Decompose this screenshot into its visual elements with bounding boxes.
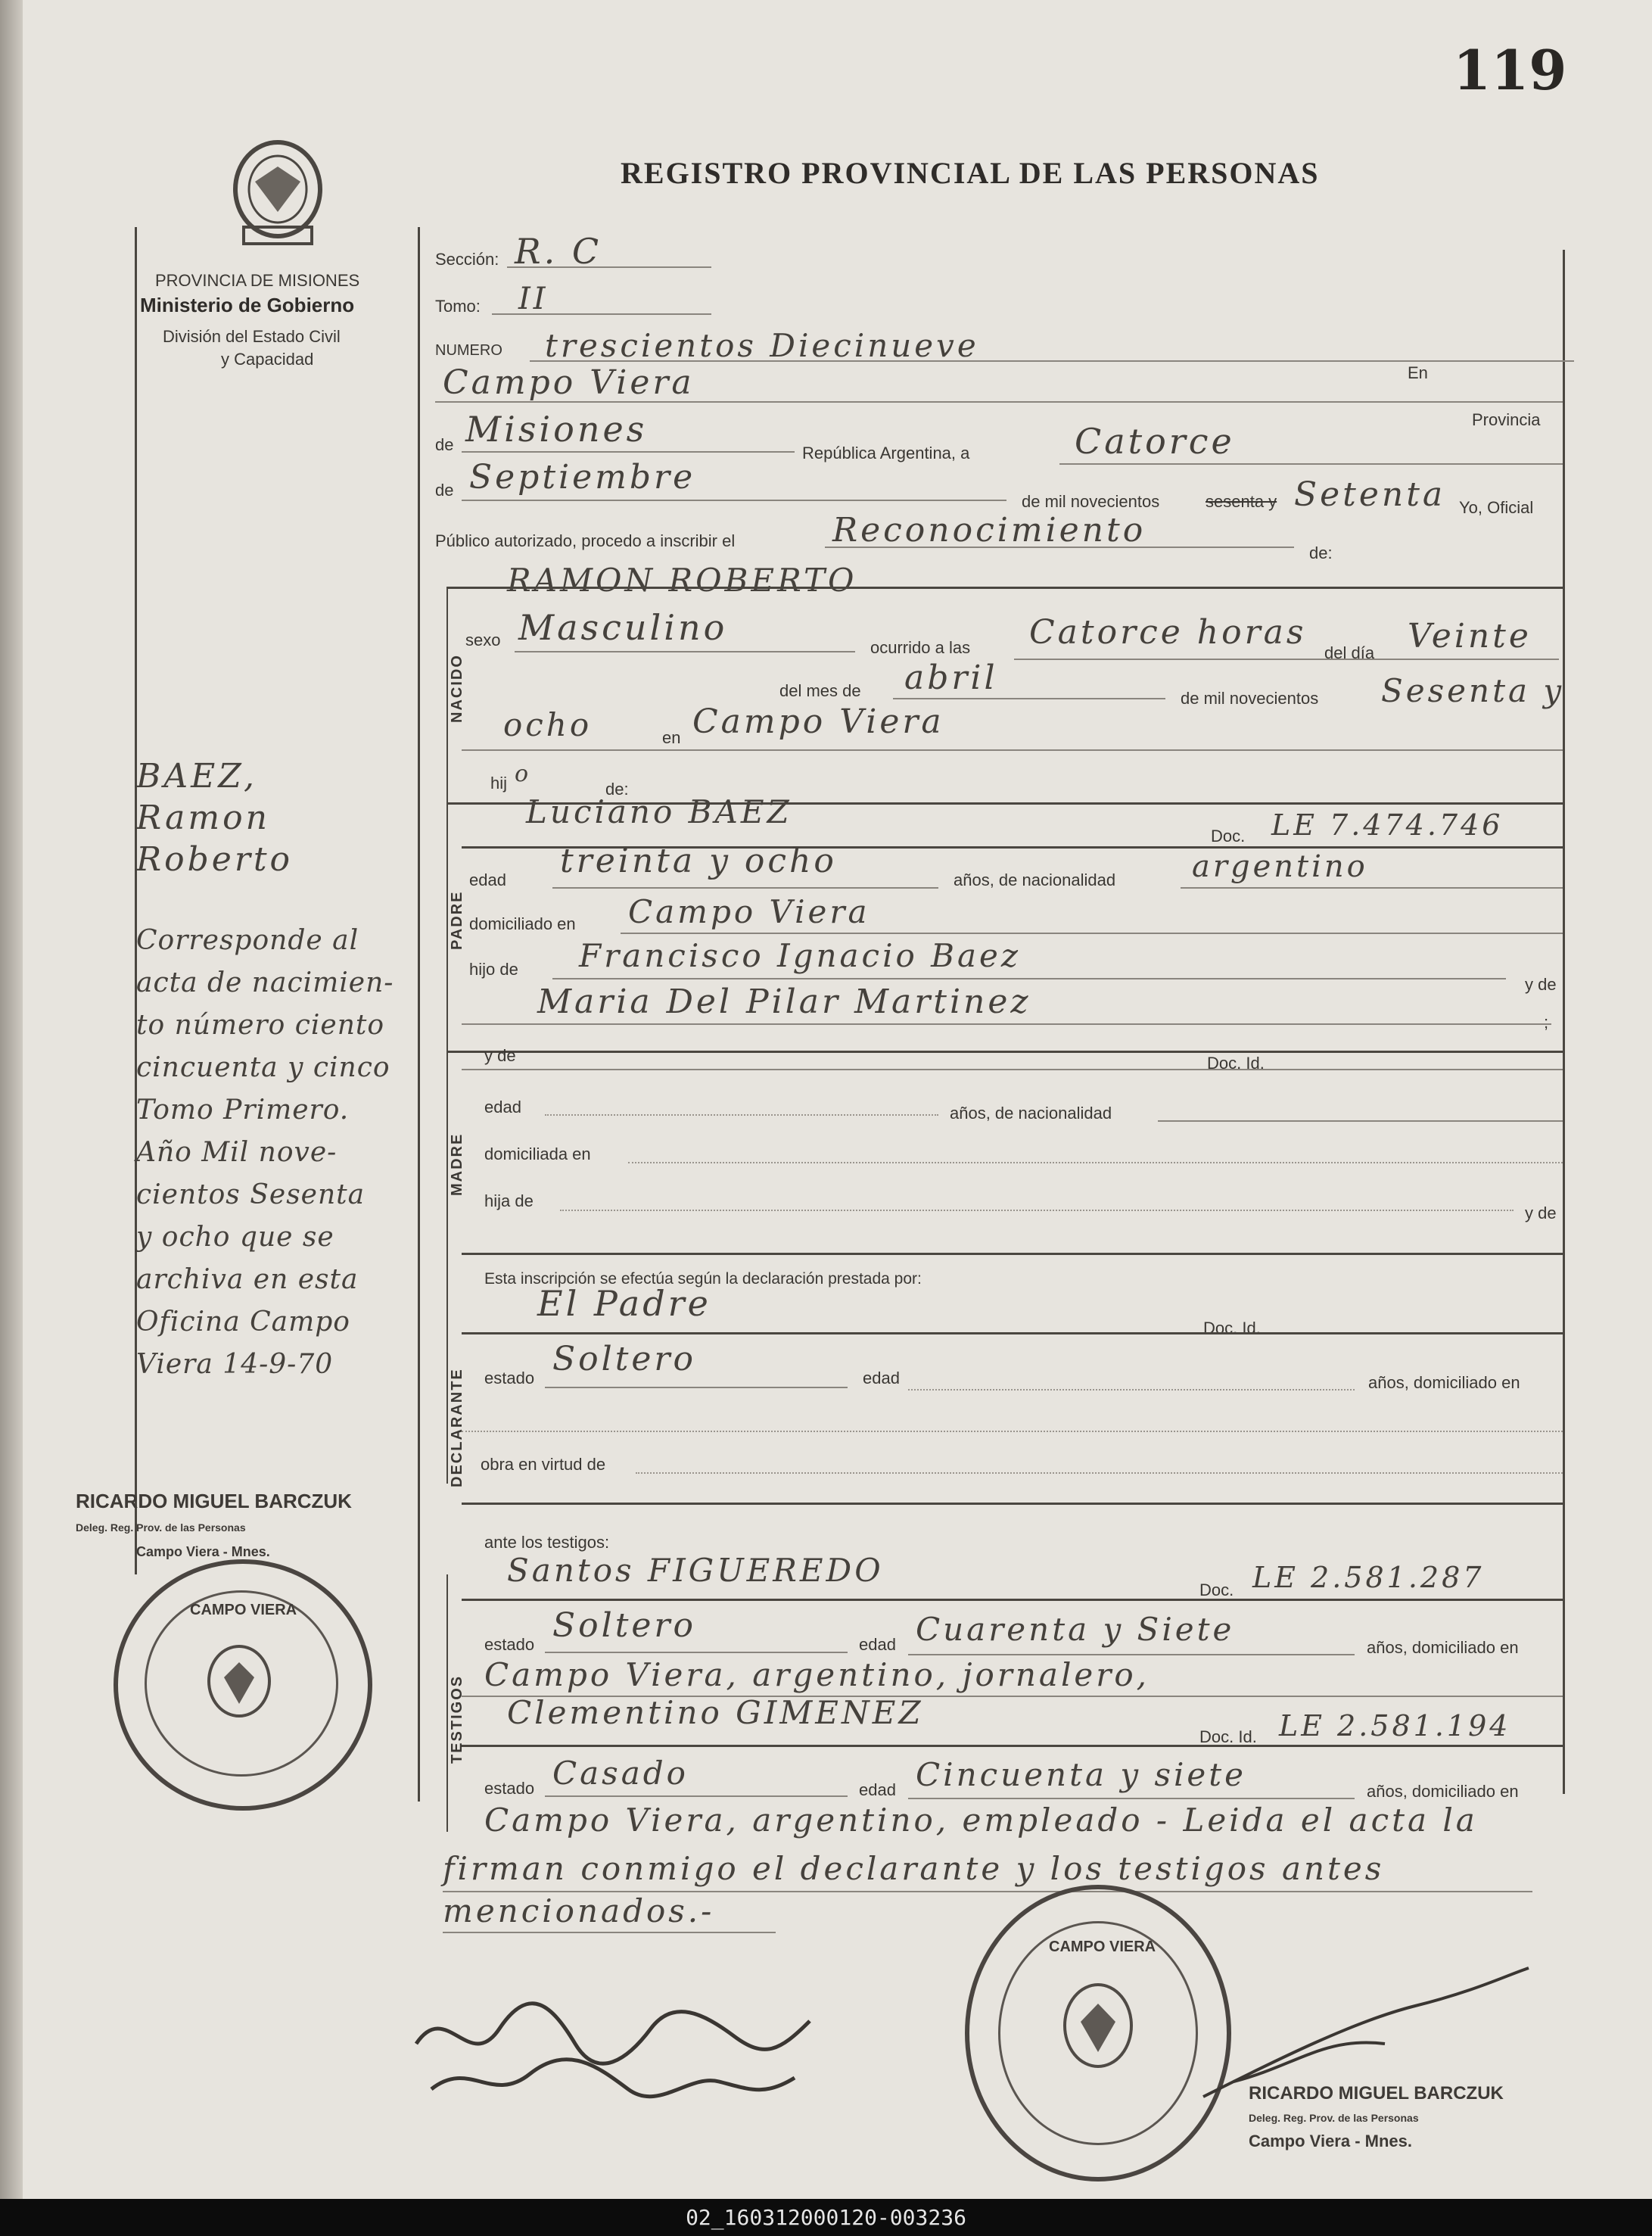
margin-note-line: y ocho que se [136,1222,334,1253]
testigo2-nombre: Clementino GIMENEZ [507,1694,924,1731]
ante-label: ante los testigos: [484,1533,610,1552]
deldia-label: del día [1324,643,1375,662]
seal-emblem-icon [201,1640,277,1723]
stamp-left-seal-text: CAMPO VIERA [190,1602,297,1618]
closing-line-2: mencionados.- [443,1892,715,1929]
testigo1-estado-label: estado [484,1635,535,1654]
padre-yde-label: y de [1525,975,1557,994]
document-page [23,0,1652,2199]
tomo-value: II [518,282,549,316]
padre-nac-label: años, de nacionalidad [954,870,1116,889]
de-label-2: de [435,481,454,500]
obra-label: obra en virtud de [481,1455,606,1474]
seccion-label: Sección: [435,250,499,269]
decl-anios-label: años, domiciliado en [1368,1373,1520,1392]
testigo2-edad-label: edad [859,1780,896,1799]
dia-value: Catorce [1075,421,1235,462]
margin-note-line: archiva en esta [136,1264,359,1295]
testigo2-doc-label: Doc. Id. [1199,1727,1257,1746]
signature-luciano-baez [401,1983,825,2104]
padre-edad: treinta y ocho [560,842,837,880]
testigo1-edad: Cuarenta y Siete [916,1611,1235,1648]
provincia-label: Provincia [1472,410,1541,429]
testigo1-doc: LE 2.581.287 [1252,1561,1485,1594]
stamp-right-place: Campo Viera - Mnes. [1249,2132,1412,2150]
ministry-label: Ministerio de Gobierno [140,294,355,316]
stamp-left-place: Campo Viera - Mnes. [136,1544,270,1559]
tomo-label: Tomo: [435,297,481,316]
stamp-left-name: RICARDO MIGUEL BARCZUK [76,1490,352,1512]
sexo-label: sexo [465,631,501,649]
padre-dom: Campo Viera [628,893,870,930]
madre-doc-label: Doc. Id. [1207,1054,1265,1073]
margin-note-line: acta de nacimien- [136,967,394,998]
province-label: PROVINCIA DE MISIONES [155,271,360,290]
nombre-value: RAMON ROBERTO [507,562,857,599]
document-id-footer: 02_160312000120-003236 [0,2199,1652,2236]
testigo1-dom: Campo Viera, argentino, jornalero, [484,1656,1150,1693]
hora-value: Catorce horas [1029,613,1307,652]
madre-yde-label: y de [484,1046,516,1065]
madre-nac-label: años, de nacionalidad [950,1104,1112,1123]
padre-nac: argentino [1192,849,1368,884]
madre-section-label: MADRE [449,1132,465,1196]
hijo-suffix: o [515,761,532,787]
stamp-left-seal [114,1559,372,1811]
nacido-section-label: NACIDO [449,654,465,723]
coat-of-arms-icon [213,129,342,254]
lugar-nac-value: Campo Viera [692,702,944,741]
en-label: En [1408,363,1428,382]
padre-semicolon: ; [1544,1013,1549,1032]
publico-label: Público autorizado, procedo a inscribir el [435,531,736,550]
seccion-value: R. C [515,231,602,272]
stamp-right-seal-text: CAMPO VIERA [1049,1939,1156,1955]
delmes-label: del mes de [779,681,861,700]
de-label-3: de: [1309,543,1333,562]
testigo2-doc: LE 2.581.194 [1279,1709,1511,1742]
declarante-value: El Padre [537,1283,711,1324]
margin-note-line: Año Mil nove- [136,1137,338,1168]
place-value: Campo Viera [443,363,695,402]
closing-line-1: firman conmigo el declarante y los testigos antes [443,1850,1385,1887]
numero-value: trescientos Diecinueve [545,327,979,364]
padre-section-label: PADRE [449,890,465,950]
stamp-right-role: Deleg. Reg. Prov. de las Personas [1249,2112,1419,2124]
testigo1-anios-label: años, domiciliado en [1367,1638,1519,1657]
stamp-left-role: Deleg. Reg. Prov. de las Personas [76,1521,246,1534]
hijo-label: hij [490,774,508,793]
declaracion-label: Esta inscripción se efectúa según la declaración prestada por: [484,1270,922,1288]
decl-doc-label: Doc. Id. [1203,1319,1261,1338]
mes-value: Septiembre [469,458,696,497]
testigo1-doc-label: Doc. [1199,1580,1234,1599]
margin-note [136,757,424,1391]
milnov2-label: de mil novecientos [1181,689,1319,708]
madre-hijade-label: hija de [484,1191,534,1210]
testigo2-dom: Campo Viera, argentino, empleado - Leida el acta la [484,1802,1478,1839]
decl-estado: Soltero [552,1340,696,1378]
signature-registrar [1188,1960,1544,2112]
stamp-right-name: RICARDO MIGUEL BARCZUK [1249,2083,1504,2104]
padre-nombre: Luciano BAEZ [526,793,792,830]
madre-yde2-label: y de [1525,1204,1557,1222]
anio-nac-value-1: Sesenta y [1381,672,1565,709]
padre-dom-label: domiciliado en [469,914,576,933]
decl-edad-label: edad [863,1369,900,1387]
book-binding [0,0,23,2199]
numero-label: NUMERO [435,342,502,359]
provincia-value: Misiones [465,409,648,450]
testigos-section-label: TESTIGOS [449,1674,465,1764]
section-label-rule [446,587,448,1484]
division-label-2: y Capacidad [221,350,314,369]
margin-note-line: Ramon [136,799,270,837]
anio-value: Setenta [1294,475,1446,514]
decl-estado-label: estado [484,1369,535,1387]
milnov-label: de mil novecientos [1022,492,1160,511]
madre-edad-label: edad [484,1098,521,1116]
right-border-rule [1563,250,1565,1794]
oficial-label: Yo, Oficial [1459,498,1534,517]
abuela-padre: Maria Del Pilar Martinez [537,983,1031,1021]
section-label-rule-2 [446,1574,448,1832]
document-title: REGISTRO PROVINCIAL DE LAS PERSONAS [621,156,1320,190]
page-number: 119 [1453,38,1567,102]
padre-hijode-label: hijo de [469,960,518,979]
abuelo-padre: Francisco Ignacio Baez [579,937,1022,974]
republica-label: República Argentina, a [802,444,970,462]
padre-edad-label: edad [469,870,506,889]
division-label: División del Estado Civil [163,327,341,346]
testigo2-edad: Cincuenta y siete [916,1756,1247,1793]
sexo-value: Masculino [518,607,728,648]
margin-note-line: cincuenta y cinco [136,1052,390,1083]
testigo1-edad-label: edad [859,1635,896,1654]
testigo2-anios-label: años, domiciliado en [1367,1782,1519,1801]
margin-note-line: BAEZ, [136,757,258,796]
mes-nac-value: abril [904,659,998,697]
milnov-struck: sesenta y [1206,492,1277,511]
testigo2-estado: Casado [552,1755,689,1792]
padre-doc: LE 7.474.746 [1271,808,1504,842]
seal-emblem-icon [1056,1976,1140,2075]
margin-note-line: Corresponde al [136,925,359,956]
en-label-2: en [662,728,681,747]
acto-value: Reconocimiento [832,511,1146,550]
ocurrido-label: ocurrido a las [870,638,971,657]
de-label: de [435,435,454,454]
de-label-4: de: [605,780,629,799]
margin-note-line: cientos Sesenta [136,1179,366,1210]
margin-note-line: Oficina Campo [136,1306,350,1338]
madre-dom-label: domiciliada en [484,1144,591,1163]
testigo1-estado: Soltero [552,1606,696,1645]
margin-note-line: Roberto [136,840,294,879]
margin-note-line: to número ciento [136,1010,385,1041]
margin-note-line: Tomo Primero. [136,1095,350,1126]
dia-nac-value: Veinte [1408,617,1532,656]
margin-note-line: Viera 14-9-70 [136,1349,334,1380]
declarante-section-label: DECLARANTE [449,1368,465,1487]
padre-doc-label: Doc. [1211,827,1246,846]
testigo2-estado-label: estado [484,1779,535,1798]
testigo1-nombre: Santos FIGUEREDO [507,1552,884,1589]
anio-nac-value-2: ocho [503,706,593,743]
